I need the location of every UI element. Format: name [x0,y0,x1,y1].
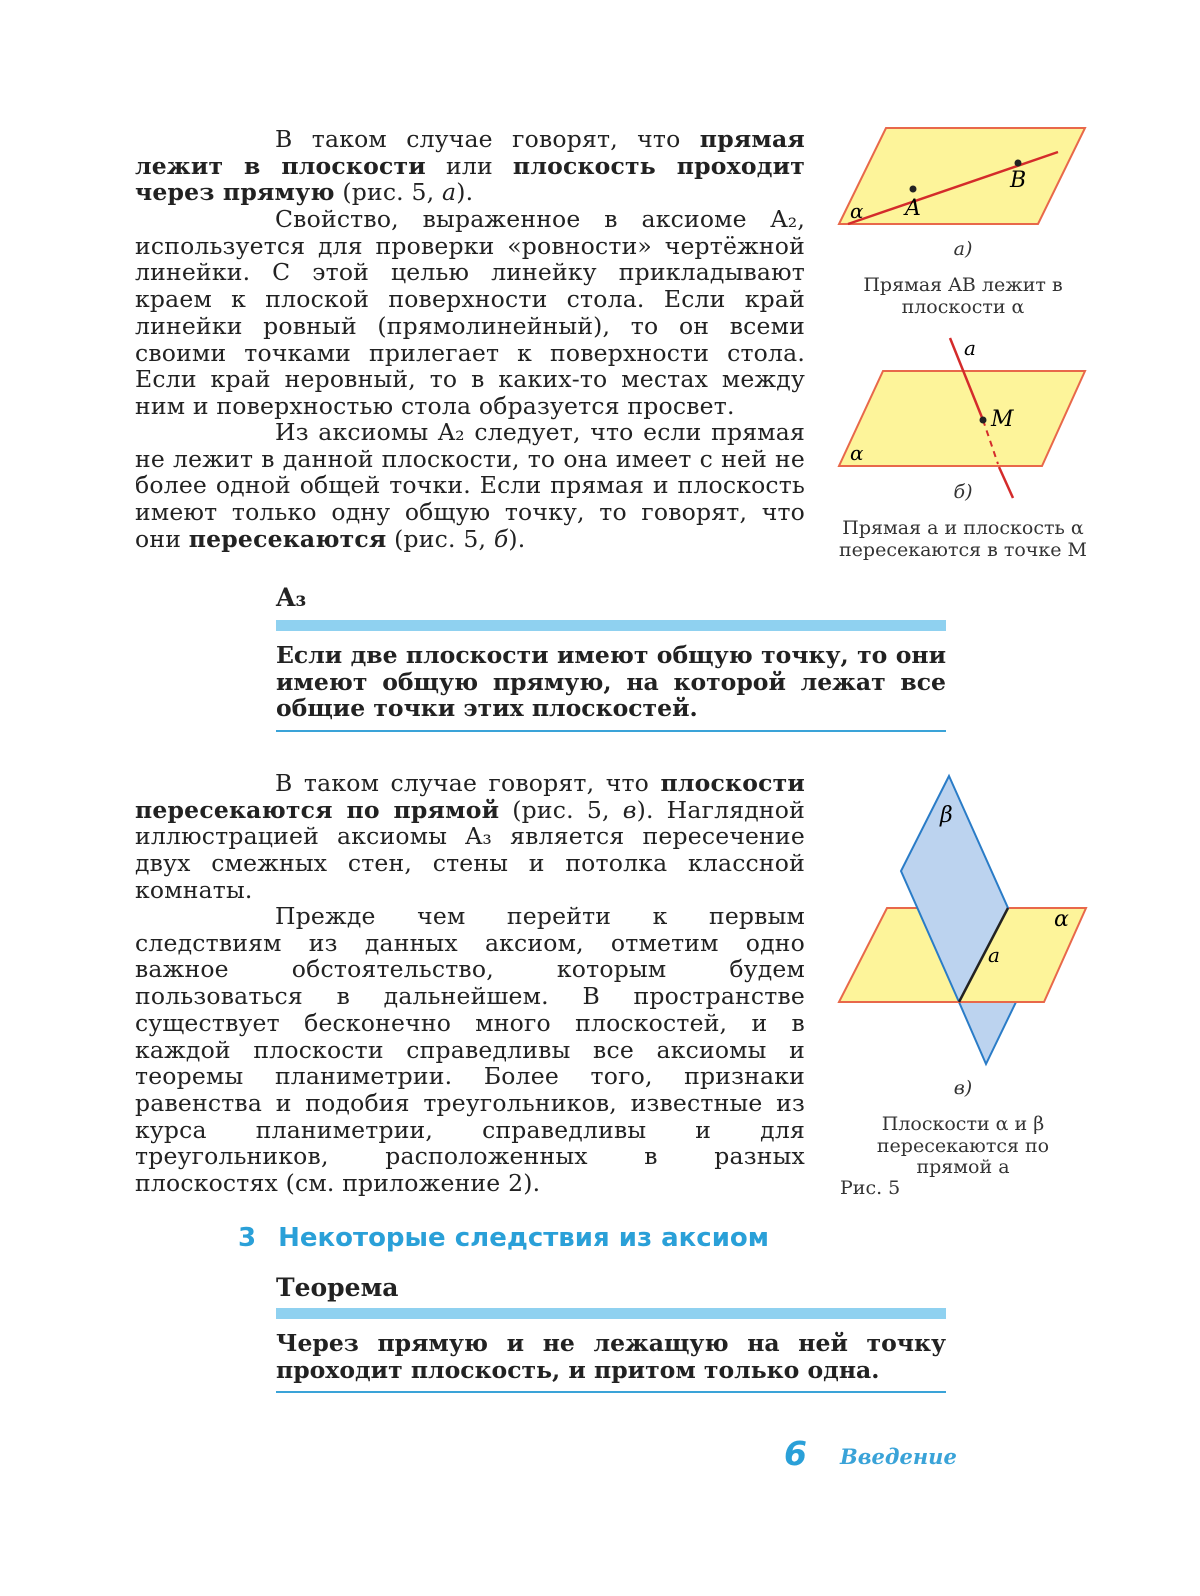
label-point-m: M [991,407,1014,432]
chapter-name: Введение [840,1444,957,1469]
paragraph-1: В таком случае говорят, что прямая лежит в плоскости или плоскость проходит через прямую (рис. 5, а). [135,125,805,207]
paragraph-5: Прежде чем перейти к первым следствиям из данных аксиом, отметим одно важное обстоятельство, которым будем пользоваться в дальнейшем. В пространстве существует бесконечно много плоскостей, и в каждой плоскости справедливы все аксиомы и теоремы планиметрии. Более того, признаки равенства и подобия треугольников, известные из курса планиметрии, справедливы и для треугольников, расположенных в разных плоскостях (см. приложение 2). [135,902,805,1198]
plane-beta-lower [959,1002,1016,1064]
axiom-label: A₃ [276,583,307,612]
figure-label: Рис. 5 [840,1177,901,1199]
theorem-bottom-rule [276,1391,946,1393]
figure-a-caption: Прямая AB лежит в плоскости α [863,274,1063,318]
label-beta: β [940,803,953,828]
axiom-bottom-rule [276,730,946,732]
axiom-top-bar [276,620,946,631]
axiom-text: Если две плоскости имеют общую точку, то они имеют общую прямую, на которой лежат все общие точки этих плоскостей. [276,641,946,723]
label-alpha-a: α [850,199,864,223]
figure-a-sub: а) [953,238,973,260]
theorem-text: Через прямую и не лежащую на ней точку проходит плоскость, и притом только одна. [276,1329,946,1384]
paragraph-3: Из аксиомы A₂ следует, что если прямая не лежит в данной плоскости, то она имеет с ней не более одной общей точки. Если прямая и плоскость имеют только одну общую точку, то говорят, что они пересекаются (рис. 5, б). [135,418,805,553]
label-point-b: B [1010,168,1027,193]
label-alpha-b: α [850,441,864,465]
theorem-box [276,1308,946,1393]
plane-alpha-a [839,128,1085,224]
axiom-box [276,620,946,732]
label-line-a-c: a [988,943,1000,967]
label-alpha-c: α [1054,907,1069,932]
figure-b [838,336,1090,502]
theorem-top-bar [276,1308,946,1319]
label-line-a-b: a [964,336,976,360]
figure-b-caption: Прямая a и плоскость α пересекаются в точке M [839,517,1087,561]
section-title: Некоторые следствия из аксиом [278,1223,770,1253]
label-point-a: A [905,196,921,221]
figure-c-caption: Плоскости α и β пересекаются по прямой a [876,1113,1050,1178]
section-number: 3 [238,1223,257,1253]
figure-b-sub: б) [953,481,973,503]
section-heading [238,1223,769,1253]
theorem-label: Теорема [276,1273,399,1302]
point-m [980,417,987,424]
figure-c-sub: в) [953,1077,973,1099]
figure-a [838,126,1090,226]
point-a [910,186,917,193]
paragraph-4: В таком случае говорят, что плоскости пересекаются по прямой (рис. 5, в). Наглядной иллюстрацией аксиомы A₃ является пересечение двух смежных стен, стены и потолка классной комнаты. [135,769,805,904]
point-b [1015,160,1022,167]
plane-alpha-b [839,371,1085,466]
page-number: 6 [784,1434,807,1473]
figure-c [838,774,1090,1066]
paragraph-2: Свойство, выраженное в аксиоме A₂, используется для проверки «ровности» чертёжной линейки. С этой целью линейку прикладывают краем к плоской поверхности стола. Если край линейки ровный (прямолинейный), то он всеми своими точками прилегает к поверхности стола. Если край неровный, то в каких-то местах между ним и поверхностью стола образуется просвет. [135,205,805,420]
